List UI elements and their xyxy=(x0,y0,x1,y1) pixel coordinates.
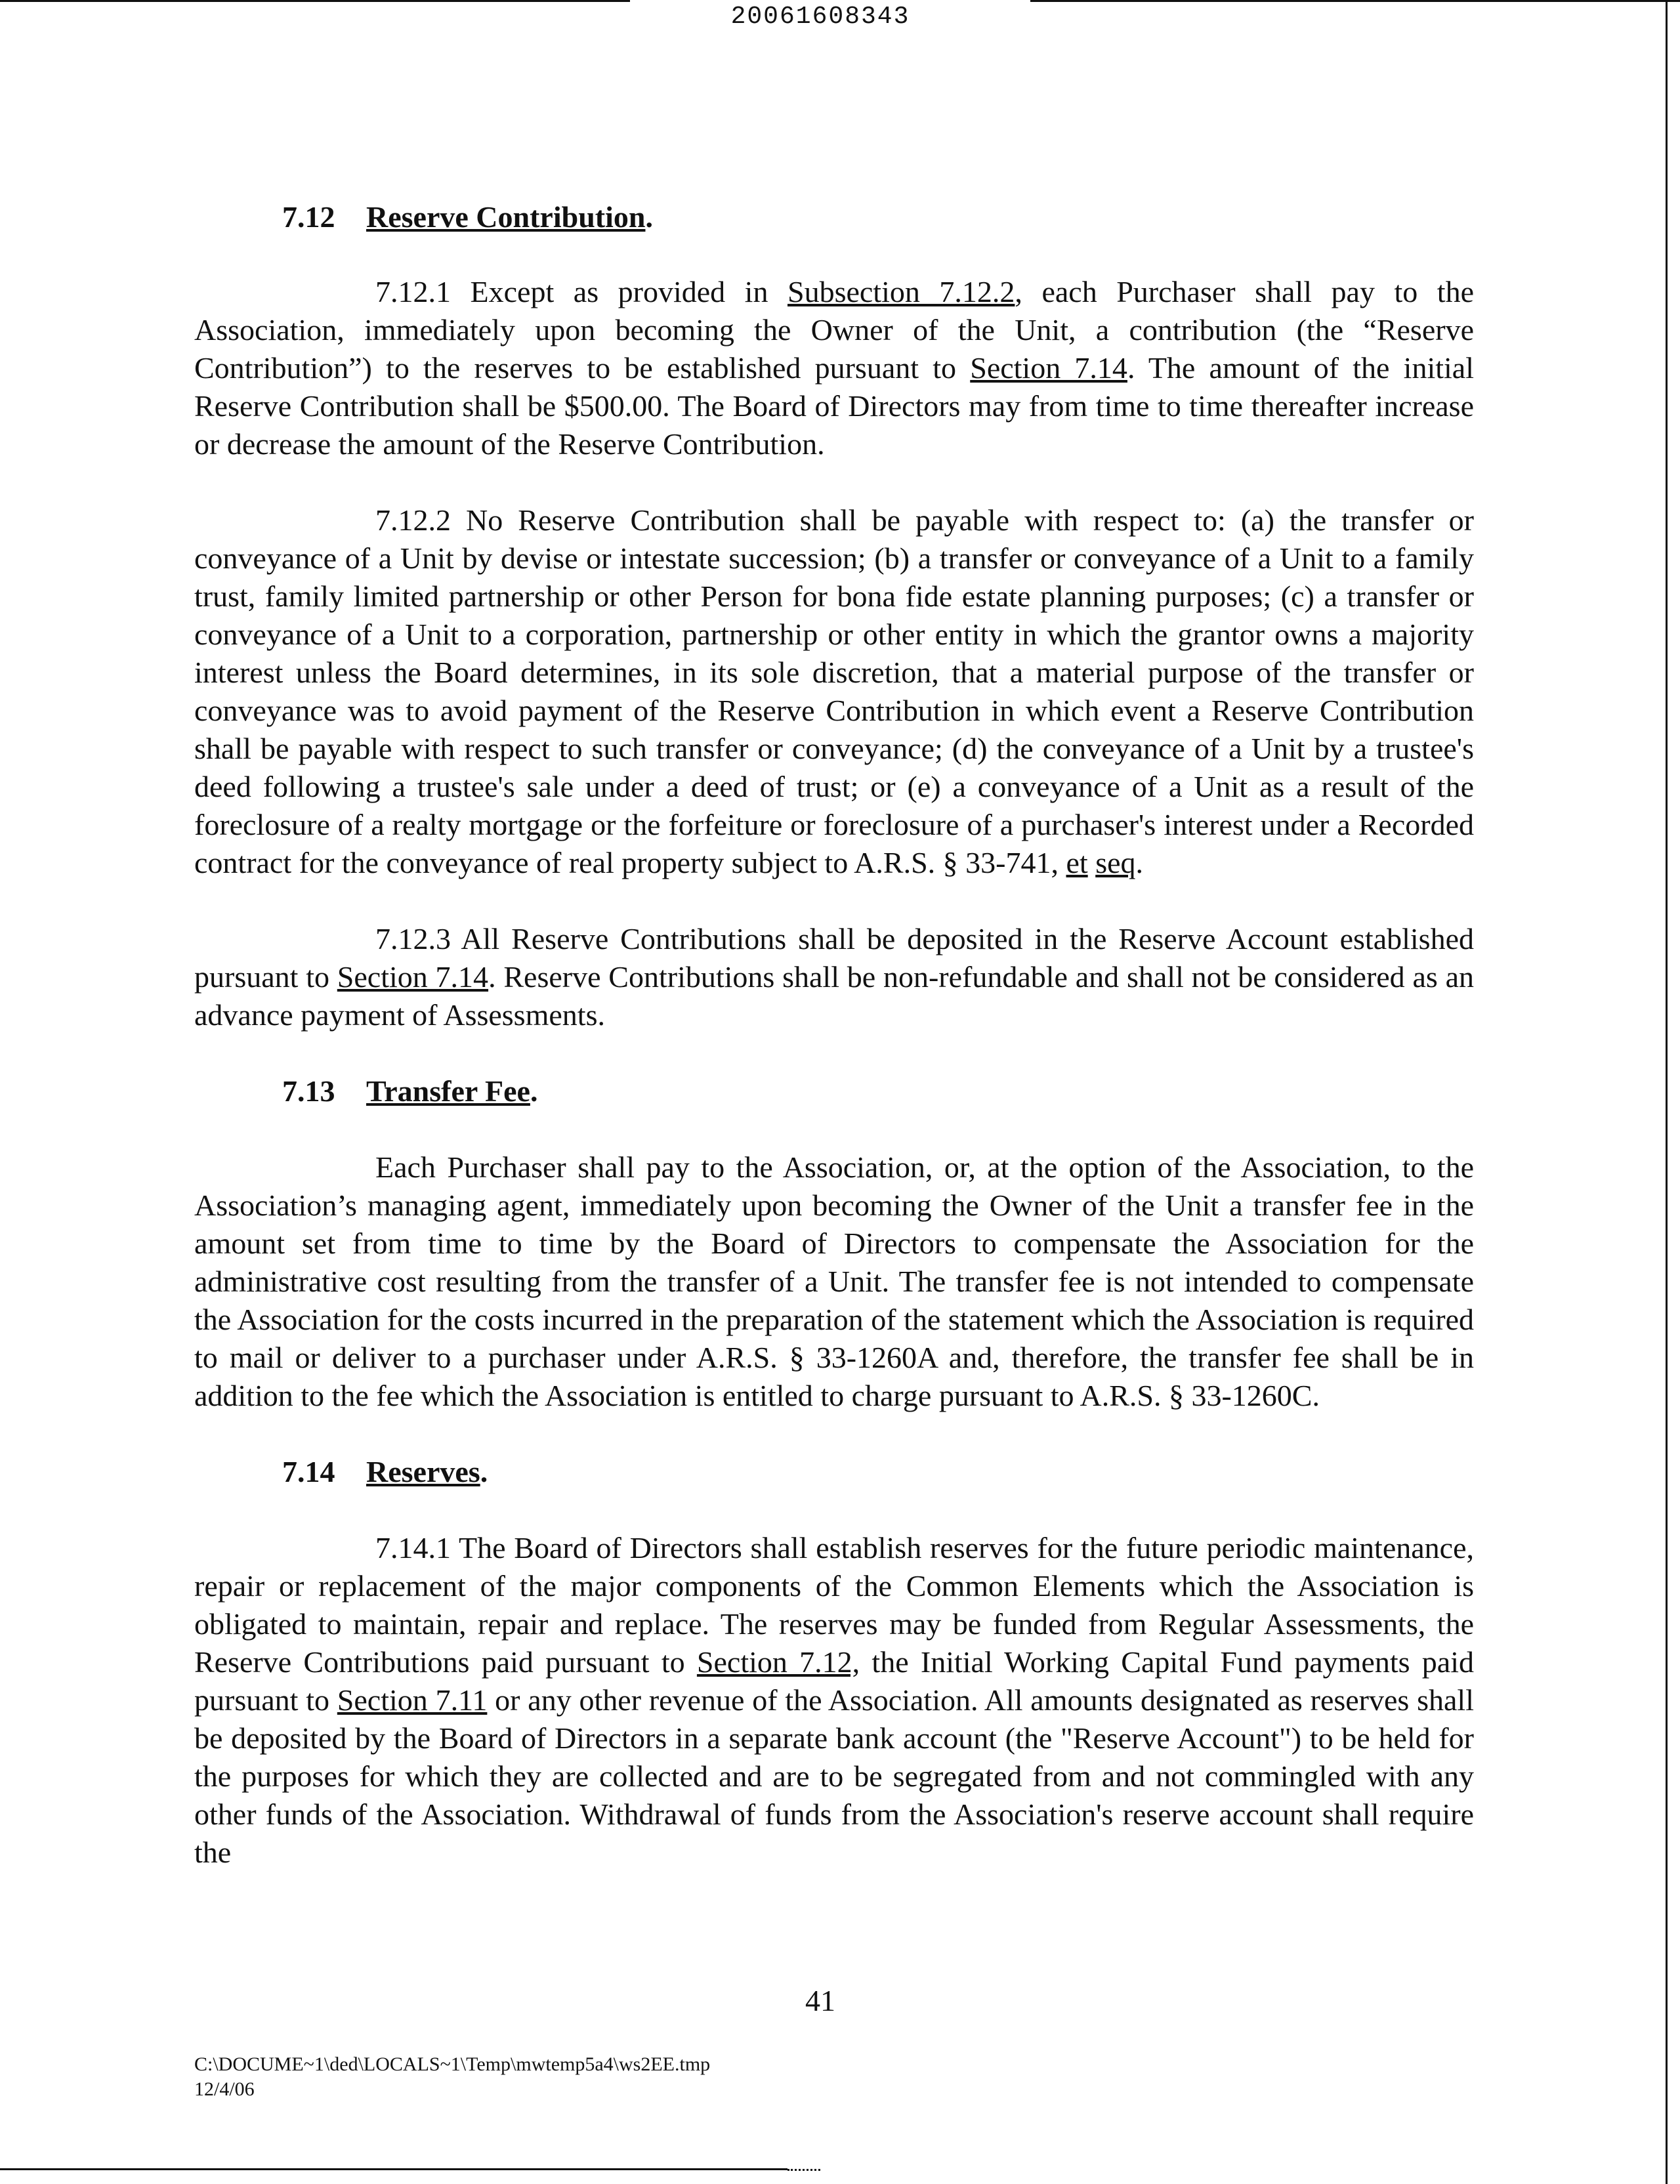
paragraph-7-14-1 xyxy=(194,1529,1474,1872)
scan-border-bottom-dash xyxy=(788,2169,820,2171)
section-heading-7-14: 7.14 Reserves. xyxy=(194,1453,1474,1491)
paragraph-text: . Reserve Contributions shall be non-refundable and shall not be considered as an advance payment of Assessments. xyxy=(194,960,1474,1032)
paragraph-text: 7.14.1 The Board of Directors shall establish reserves for the future periodic maintenance, repair or replacement of the major components of the Common Elements which the Association is obligated to maintain, repair and replace. The reserves may be funded from Regular Assessments, the Reserve Contributions paid pursuant to xyxy=(194,1531,1474,1679)
page-body xyxy=(194,198,1474,1872)
recording-number: 20061608343 xyxy=(730,3,910,31)
scan-border-top-left xyxy=(0,0,630,2)
latin-term: et xyxy=(1066,846,1088,879)
cross-reference: Section 7.14 xyxy=(970,351,1127,385)
scan-border-bottom xyxy=(0,2168,788,2170)
paragraph-text: the Initial Working Capital Fund payments paid pursuant to xyxy=(194,1645,1474,1717)
section-heading-7-13: 7.13 Transfer Fee. xyxy=(194,1072,1474,1110)
scan-border-top-right xyxy=(1030,0,1680,2)
paragraph-text: 7.12.2 No Reserve Contribution shall be payable with respect to: (a) the transfer or conveyance of a Unit by devise or intestate succession; (b) a transfer or conveyance of a Unit to a family trust, family limited partnership or other Person for bona fide estate planning purposes; (c) a transfer or conveyance of a Unit to a corporation, partnership or other entity in which the grantor owns a majority interest unless the Board determines, in its sole discretion, that a material purpose of the transfer or conveyance was to avoid payment of the Reserve Contribution in which event a Reserve Contribution shall be payable with respect to such transfer or conveyance; (d) the conveyance of a Unit by a trustee's deed following a trustee's sale under a deed of trust; or (e) a conveyance of a Unit as a result of the foreclosure of a realty mortgage or the forfeiture or foreclosure of a purchaser's interest under a Recorded contract for the conveyance of real property subject to A.R.S. § 33-741, xyxy=(194,503,1474,879)
paragraph-text: Each Purchaser shall pay to the Association, or, at the option of the Association, to the Association’s managing agent, immediately upon becoming the Owner of the Unit a transfer fee in the amount set from time to time by the Board of Directors to compensate the Association for the administrative cost resulting from the transfer of a Unit. The transfer fee is not intended to compensate the Association for the costs incurred in the preparation of the statement which the Association is required to mail or deliver to a purchaser under A.R.S. § 33-1260A and, therefore, the transfer fee shall be in addition to the fee which the Association is entitled to charge pursuant to A.R.S. § 33-1260C. xyxy=(194,1150,1474,1412)
paragraph-text: , each Purchaser shall pay to the Association, immediately upon becoming the Owner of the Unit, a contribution (the “Reserve Contribution”) to the reserves to be established pursuant to xyxy=(194,275,1474,385)
file-path: C:\DOCUME~1\ded\LOCALS~1\Temp\mwtemp5a4\ws2EE.tmp xyxy=(194,2053,711,2075)
paragraph-7-13 xyxy=(194,1148,1474,1415)
section-number: 7.12 xyxy=(282,200,335,234)
section-title: Reserves xyxy=(366,1455,480,1488)
paragraph-7-12-3 xyxy=(194,920,1474,1034)
paragraph-7-12-2 xyxy=(194,501,1474,882)
section-number: 7.14 xyxy=(282,1455,335,1488)
cross-reference: Section 7.12, xyxy=(696,1645,860,1679)
section-title: Reserve Contribution xyxy=(366,200,646,234)
page-number: 41 xyxy=(805,1984,835,2017)
cross-reference: Section 7.11 xyxy=(337,1683,488,1717)
section-number: 7.13 xyxy=(282,1074,335,1108)
paragraph-text: . xyxy=(1135,846,1144,879)
scan-border-right xyxy=(1666,0,1668,2184)
section-heading-7-12: 7.12 Reserve Contribution. xyxy=(194,198,1474,236)
paragraph-text: 7.12.3 All Reserve Contributions shall be deposited in the Reserve Account established pursuant to xyxy=(194,922,1474,994)
paragraph-7-12-1 xyxy=(194,273,1474,463)
cross-reference: Section 7.14 xyxy=(337,960,489,994)
paragraph-text: or any other revenue of the Association. All amounts designated as reserves shall be deposited by the Board of Directors in a separate bank account (the "Reserve Account") to be held for the purposes for which they are collected and are to be segregated from and not commingled with any other funds of the Association. Withdrawal of funds from the Association's reserve account shall require the xyxy=(194,1683,1474,1869)
latin-term: seq xyxy=(1095,846,1136,879)
section-title: Transfer Fee xyxy=(366,1074,530,1108)
cross-reference: Subsection 7.12.2 xyxy=(787,275,1015,308)
paragraph-text: . The amount of the initial Reserve Contribution shall be $500.00. The Board of Directors may from time to time thereafter increase or decrease the amount of the Reserve Contribution. xyxy=(194,351,1474,461)
print-date: 12/4/06 xyxy=(194,2078,255,2100)
paragraph-text: 7.12.1 Except as provided in xyxy=(375,275,788,308)
